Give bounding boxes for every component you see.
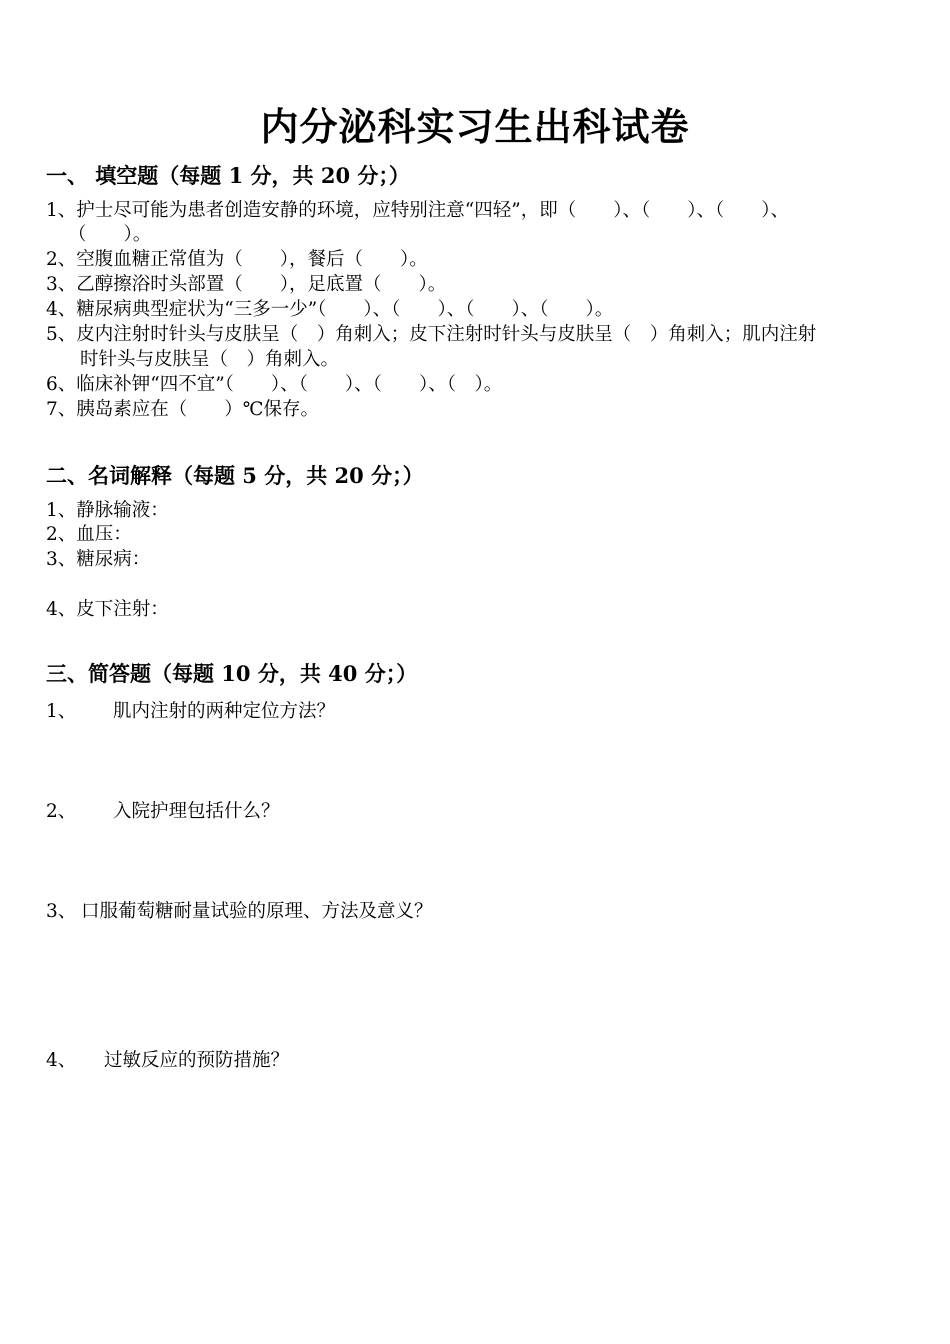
term-item-4: 4、皮下注射： [46, 599, 169, 620]
short-answer-4-num: 4、 [46, 1050, 77, 1071]
short-answer-1-num: 1、 [46, 701, 77, 722]
short-answer-3-num: 3、 [46, 901, 77, 922]
fill-item-7: 7、胰岛素应在（ ）℃保存。 [46, 399, 319, 420]
short-answer-3-text: 口服葡萄糖耐量试验的原理、方法及意义？ [81, 901, 433, 922]
fill-item-1: 1、护士尽可能为患者创造安静的环境，应特别注意“四轻”，即（ ）、（ ）、（ ）、 [46, 200, 789, 221]
section1-heading: 一、 填空题（每题 1 分，共 20 分；） [46, 163, 410, 188]
section2-heading: 二、名词解释（每题 5 分，共 20 分；） [46, 463, 424, 488]
fill-item-2: 2、空腹血糖正常值为（ ），餐后（ ）。 [46, 249, 428, 270]
fill-item-5-cont: 时针头与皮肤呈（ ）角刺入。 [80, 349, 340, 370]
term-item-1: 1、静脉输液： [46, 500, 169, 521]
fill-item-4: 4、糖尿病典型症状为“三多一少”（ ）、（ ）、（ ）、（ ）。 [46, 299, 614, 320]
short-answer-2-num: 2、 [46, 801, 77, 822]
fill-item-5: 5、皮内注射时针头与皮肤呈（ ）角刺入；皮下注射时针头与皮肤呈（ ）角刺入；肌内注射 [46, 324, 817, 345]
short-answer-2-text: 入院护理包括什么？ [113, 801, 280, 822]
term-item-3: 3、糖尿病： [46, 549, 151, 570]
exam-title: 内分泌科实习生出科试卷 [260, 104, 690, 149]
short-answer-4-text: 过敏反应的预防措施？ [104, 1050, 290, 1071]
fill-item-1-cont: （ ）。 [68, 224, 152, 245]
fill-item-6: 6、临床补钾“四不宜”（ ）、（ ）、（ ）、（ ）。 [46, 374, 503, 395]
fill-item-3: 3、乙醇擦浴时头部置（ ），足底置（ ）。 [46, 274, 447, 295]
term-item-2: 2、血压： [46, 524, 132, 545]
short-answer-1-text: 肌内注射的两种定位方法？ [113, 701, 336, 722]
section3-heading: 三、简答题（每题 10 分，共 40 分；） [46, 661, 418, 686]
